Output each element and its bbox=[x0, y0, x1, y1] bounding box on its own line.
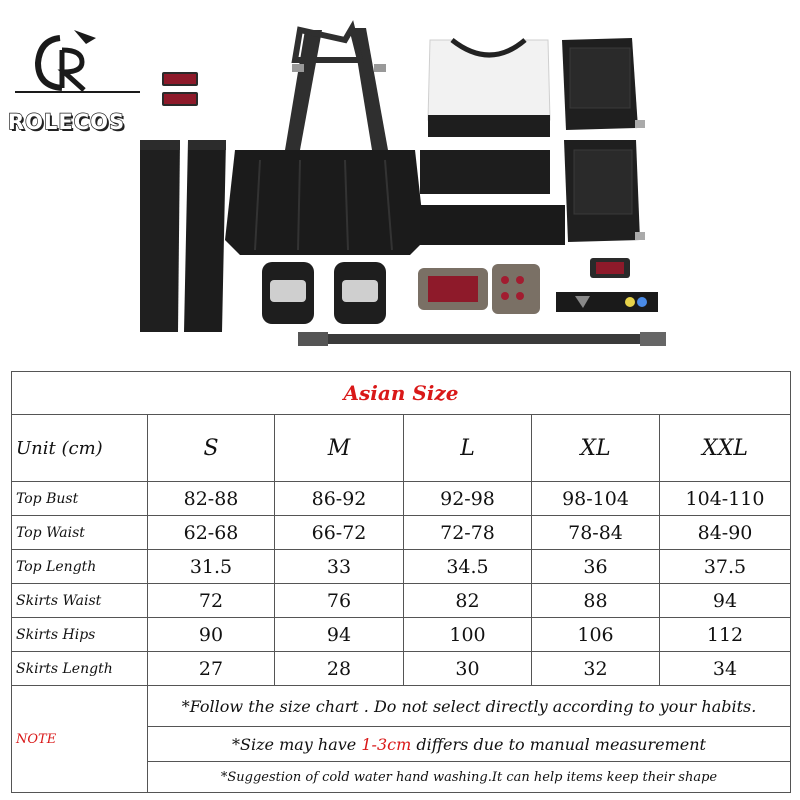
table-cell: 32 bbox=[532, 652, 660, 686]
table-cell: 104-110 bbox=[660, 482, 791, 516]
table-cell: 28 bbox=[275, 652, 404, 686]
table-row bbox=[12, 618, 791, 652]
table-cell: 30 bbox=[404, 652, 532, 686]
table-cell: 34 bbox=[660, 652, 791, 686]
row-label: Top Waist bbox=[12, 516, 148, 550]
table-row bbox=[12, 516, 791, 550]
note-measurement-pre: *Size may have bbox=[232, 734, 362, 754]
wristbands-icon bbox=[162, 72, 198, 106]
table-cell: 37.5 bbox=[660, 550, 791, 584]
table-cell: 84-90 bbox=[660, 516, 791, 550]
table-row bbox=[12, 652, 791, 686]
table-row bbox=[12, 482, 791, 516]
note-measurement bbox=[148, 727, 791, 762]
note-measurement-post: differs due to manual measurement bbox=[411, 734, 706, 754]
brand-name: ROLECOS bbox=[8, 110, 126, 134]
table-cell: 86-92 bbox=[275, 482, 404, 516]
row-label: Top Bust bbox=[12, 482, 148, 516]
table-row bbox=[12, 584, 791, 618]
leg-bands-icon bbox=[420, 150, 565, 245]
table-cell: 36 bbox=[532, 550, 660, 584]
row-label: Skirts Length bbox=[12, 652, 148, 686]
table-cell: 94 bbox=[275, 618, 404, 652]
size-header-row bbox=[12, 415, 791, 482]
note-washing: *Suggestion of cold water hand washing.It can help items keep their shape bbox=[148, 762, 791, 793]
table-cell: 90 bbox=[148, 618, 275, 652]
table-cell: 88 bbox=[532, 584, 660, 618]
gauntlets-icon bbox=[418, 264, 540, 314]
size-chart-title: Asian Size bbox=[12, 372, 791, 415]
table-cell: 94 bbox=[660, 584, 791, 618]
row-label: Skirts Hips bbox=[12, 618, 148, 652]
brand-logo bbox=[0, 18, 150, 133]
size-header: XL bbox=[532, 415, 660, 482]
crop-top-icon bbox=[428, 40, 550, 137]
table-cell: 106 bbox=[532, 618, 660, 652]
gloves-icon bbox=[262, 262, 386, 324]
suspender-skirt-icon bbox=[225, 28, 425, 255]
table-cell: 112 bbox=[660, 618, 791, 652]
table-cell: 33 bbox=[275, 550, 404, 584]
table-cell: 82 bbox=[404, 584, 532, 618]
table-cell: 27 bbox=[148, 652, 275, 686]
thigh-holsters-icon bbox=[562, 38, 645, 242]
arm-sleeves-icon bbox=[140, 140, 226, 332]
table-cell: 66-72 bbox=[275, 516, 404, 550]
table-cell: 31.5 bbox=[148, 550, 275, 584]
table-row bbox=[12, 550, 791, 584]
table-cell: 72 bbox=[148, 584, 275, 618]
table-cell: 34.5 bbox=[404, 550, 532, 584]
row-label: Skirts Waist bbox=[12, 584, 148, 618]
note-label: NOTE bbox=[12, 686, 148, 793]
size-header: M bbox=[275, 415, 404, 482]
table-cell: 100 bbox=[404, 618, 532, 652]
note-measurement-highlight: 1-3cm bbox=[361, 734, 412, 754]
size-header: L bbox=[404, 415, 532, 482]
row-label: Top Length bbox=[12, 550, 148, 584]
size-header: XXL bbox=[660, 415, 791, 482]
belt-icon bbox=[298, 332, 666, 346]
table-cell: 62-68 bbox=[148, 516, 275, 550]
note-size-chart: *Follow the size chart . Do not select directly according to your habits. bbox=[148, 686, 791, 727]
unit-label: Unit (cm) bbox=[12, 415, 148, 482]
monogram-logo-icon bbox=[0, 18, 150, 108]
size-header: S bbox=[148, 415, 275, 482]
choker-icon bbox=[556, 258, 658, 312]
table-cell: 76 bbox=[275, 584, 404, 618]
table-cell: 82-88 bbox=[148, 482, 275, 516]
table-cell: 72-78 bbox=[404, 516, 532, 550]
table-cell: 78-84 bbox=[532, 516, 660, 550]
size-chart-table bbox=[11, 371, 791, 793]
table-cell: 98-104 bbox=[532, 482, 660, 516]
table-cell: 92-98 bbox=[404, 482, 532, 516]
